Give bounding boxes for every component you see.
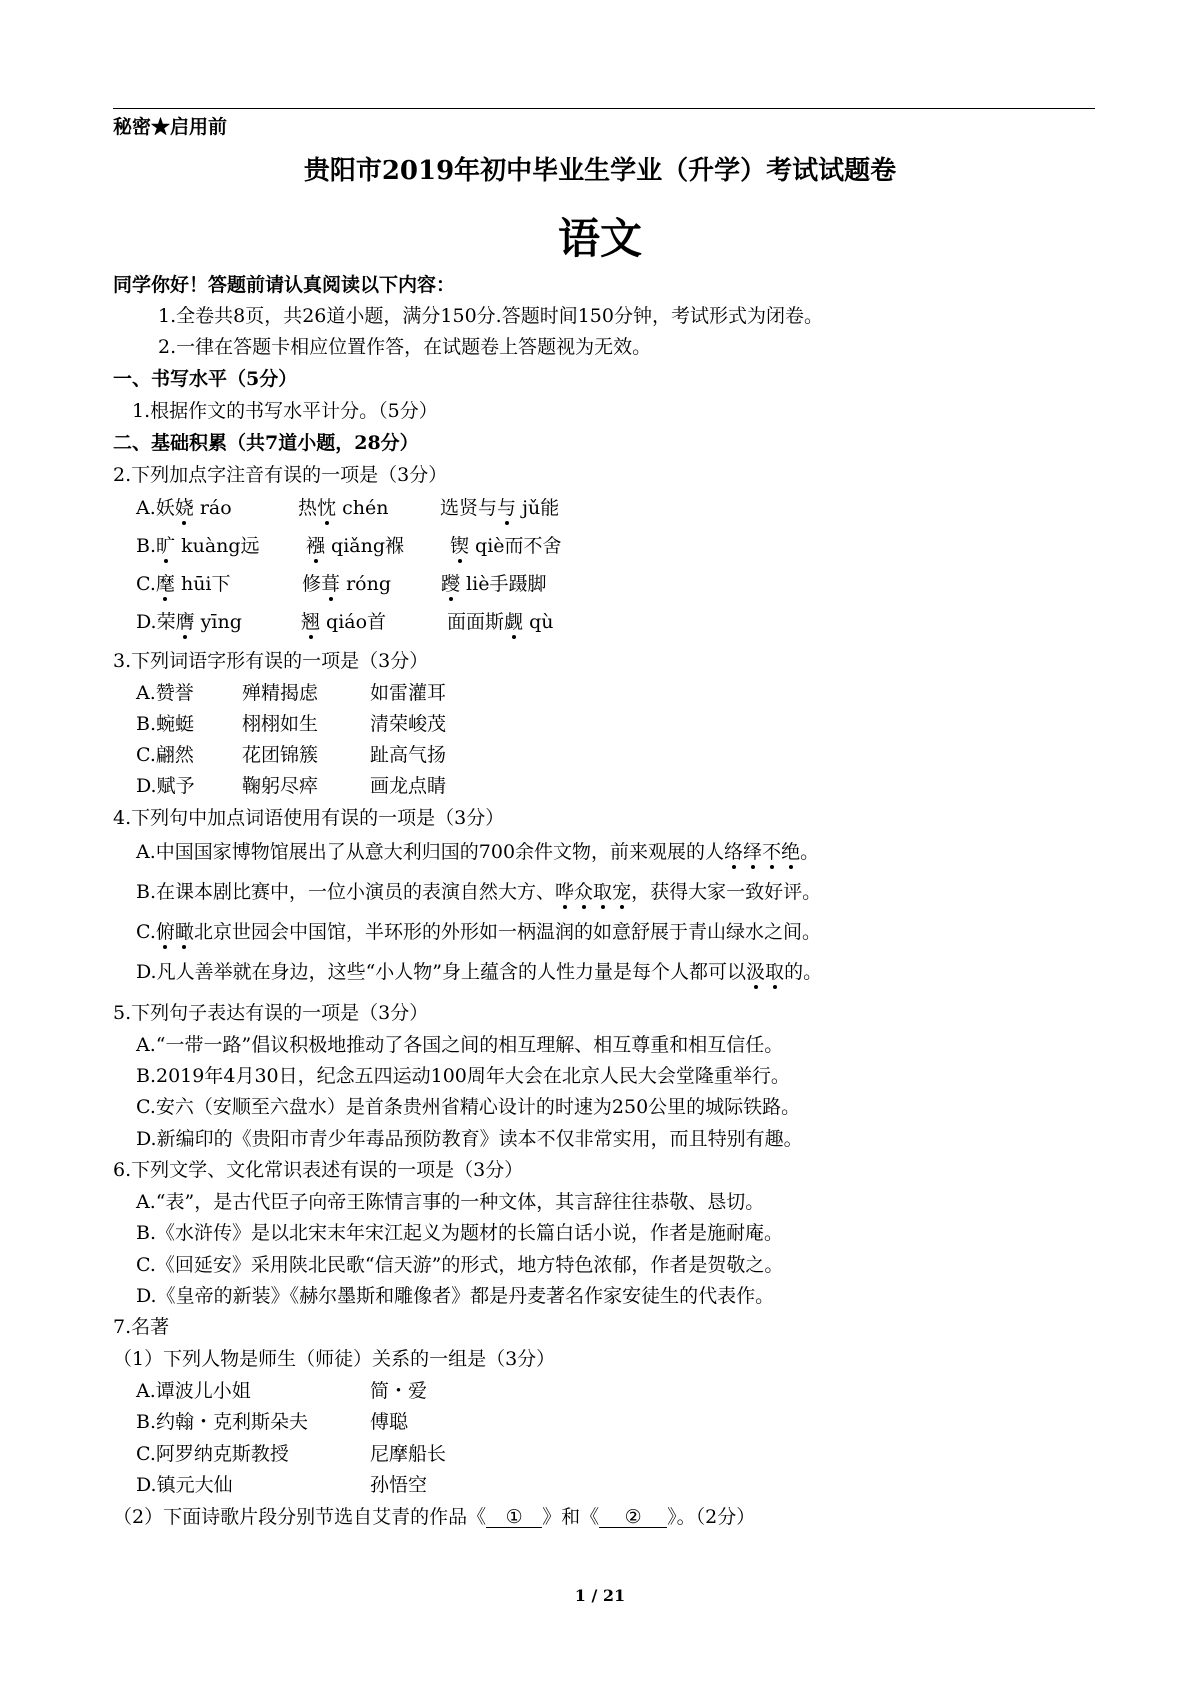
q7-option: C.阿罗纳克斯教授 (136, 1443, 289, 1465)
section2-title: 二、基础积累（共7道小题，28分） (113, 432, 419, 454)
question-3-stem: 3.下列词语字形有误的一项是（3分） (113, 650, 429, 672)
section1-title: 一、书写水平（5分） (113, 368, 298, 390)
q2-option-c-3: 躞 liè手蹑脚 (441, 573, 547, 595)
q2-option-d-2: 翘 qiáo首 (301, 611, 387, 633)
q3-option: 画龙点睛 (370, 775, 447, 797)
header-rule (113, 108, 1095, 109)
q2-option-c-1: C.麾 hūi下 (136, 573, 231, 595)
q7-option: 简・爱 (370, 1380, 428, 1402)
instructions-greeting: 同学你好！答题前请认真阅读以下内容： (113, 274, 456, 296)
question-7-stem: 7.名著 (113, 1316, 170, 1338)
q2-option-b-3: 锲 qiè而不舍 (450, 535, 562, 557)
q7-option: B.约翰・克利斯朵夫 (136, 1411, 309, 1433)
page-number: 1 / 21 (574, 1586, 626, 1605)
q3-option: 如雷灌耳 (370, 682, 447, 704)
q7-option: 尼摩船长 (370, 1443, 447, 1465)
q4-option-a: A.中国国家博物馆展出了从意大利归国的700余件文物，前来观展的人络绎不绝。 (136, 841, 820, 863)
q6-option: D.《皇帝的新装》《赫尔墨斯和雕像者》都是丹麦著名作家安徒生的代表作。 (136, 1285, 775, 1307)
q4-option-d: D.凡人善举就在身边，这些“小人物”身上蕴含的人性力量是每个人都可以汲取的。 (136, 961, 823, 983)
question-6-stem: 6.下列文学、文化常识表述有误的一项是（3分） (113, 1159, 524, 1181)
q2-option-b-2: 襁 qiǎng褓 (306, 535, 405, 557)
q3-option: A.赞誉 (136, 682, 194, 704)
instruction-item: 1.全卷共8页，共26道小题，满分150分.答题时间150分钟，考试形式为闭卷。 (158, 305, 823, 327)
question-5-stem: 5.下列句子表达有误的一项是（3分） (113, 1002, 429, 1024)
q7-option: D.镇元大仙 (136, 1474, 233, 1496)
subject-title: 语文 (557, 214, 642, 263)
q5-option: B.2019年4月30日，纪念五四运动100周年大会在北京人民大会堂隆重举行。 (136, 1065, 790, 1087)
q4-option-b: B.在课本剧比赛中，一位小演员的表演自然大方、哗众取宠，获得大家一致好评。 (136, 881, 822, 903)
q2-option-d-1: D.荣膺 yīng (136, 611, 242, 633)
question-1: 1.根据作文的书写水平计分。（5分） (132, 400, 438, 422)
question-7-sub1: （1）下列人物是师生（师徒）关系的一组是（3分） (113, 1348, 556, 1370)
question-7-sub2: （2）下面诗歌片段分别节选自艾青的作品《 ① 》和《 ② 》。（2分） (113, 1506, 756, 1528)
q3-option: 花团锦簇 (242, 744, 319, 766)
q3-option: 鞠躬尽瘁 (242, 775, 319, 797)
q7-option: 傅聪 (370, 1411, 409, 1433)
q7-option: A.谭波儿小姐 (136, 1380, 251, 1402)
q6-option: A.“表”，是古代臣子向帝王陈情言事的一种文体，其言辞往往恭敬、恳切。 (136, 1191, 765, 1213)
q3-option: C.翩然 (136, 744, 194, 766)
q4-option-c: C.俯瞰北京世园会中国馆，半环形的外形如一柄温润的如意舒展于青山绿水之间。 (136, 921, 821, 943)
q2-option-a-2: 热忱 chén (298, 497, 389, 519)
q3-option: 清荣峻茂 (370, 713, 447, 735)
q3-option: 殚精揭虑 (242, 682, 319, 704)
q5-option: A.“一带一路”倡议积极地推动了各国之间的相互理解、相互尊重和相互信任。 (136, 1034, 784, 1056)
answer-blank-2[interactable]: ② (599, 1508, 667, 1528)
q5-option: D.新编印的《贵阳市青少年毒品预防教育》读本不仅非常实用，而且特别有趣。 (136, 1128, 803, 1150)
question-2-stem: 2.下列加点字注音有误的一项是（3分） (113, 464, 448, 486)
q6-option: B.《水浒传》是以北宋末年宋江起义为题材的长篇白话小说，作者是施耐庵。 (136, 1222, 784, 1244)
q6-option: C.《回延安》采用陕北民歌“信天游”的形式，地方特色浓郁，作者是贺敬之。 (136, 1254, 784, 1276)
q2-option-b-1: B.旷 kuàng远 (136, 535, 260, 557)
q3-option: 栩栩如生 (242, 713, 319, 735)
instruction-item: 2.一律在答题卡相应位置作答，在试题卷上答题视为无效。 (158, 336, 652, 358)
q2-option-c-2: 修葺 róng (302, 573, 391, 595)
q3-option: B.蜿蜓 (136, 713, 195, 735)
answer-blank-1[interactable]: ① (486, 1508, 542, 1528)
q2-option-d-3: 面面斯觑 qù (447, 611, 554, 633)
q2-option-a-1: A.妖娆 ráo (136, 497, 232, 519)
q5-option: C.安六（安顺至六盘水）是首条贵州省精心设计的时速为250公里的城际铁路。 (136, 1096, 801, 1118)
exam-title: 贵阳市2019年初中毕业生学业（升学）考试试题卷 (303, 156, 897, 186)
q2-option-a-3: 选贤与与 jǔ能 (440, 497, 560, 519)
q3-option: D.赋予 (136, 775, 195, 797)
confidential-label: 秘密★启用前 (113, 116, 228, 138)
q3-option: 趾高气扬 (370, 744, 447, 766)
question-4-stem: 4.下列句中加点词语使用有误的一项是（3分） (113, 807, 505, 829)
q7-option: 孙悟空 (370, 1474, 428, 1496)
